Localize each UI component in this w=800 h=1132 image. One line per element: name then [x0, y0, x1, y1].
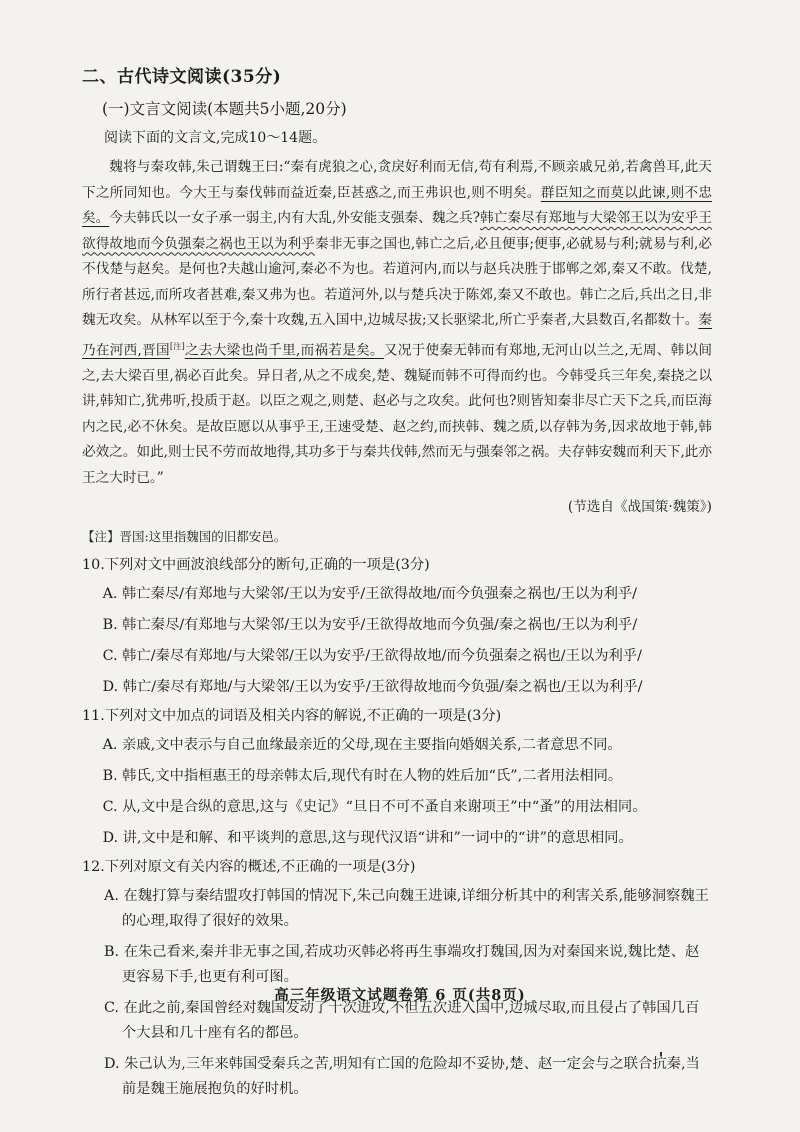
passage-source: (节选自《战国策·魏策》)	[567, 499, 712, 516]
option-d: D. 讲,文中是和解、和平谈判的意思,这与现代汉语“讲和”一词中的“讲”的意思相同。	[102, 830, 633, 847]
option-a: A. 韩亡秦尽/有郑地与大梁邻/王以为安乎/王欲得故地/而今负强秦之祸也/王以为利乎/	[102, 586, 637, 603]
option-d: D. 韩亡/秦尽有郑地/与大梁邻/王以为安乎/王欲得故地而今负强/秦之祸也/王以为利乎/	[102, 679, 643, 696]
passage-text: 秦非无事之国也,韩亡之后,必且便事;便事,必就易与利;就易与利,必不伐楚与赵矣。是何也?夫越山逾河,秦必不为也。若道河内,而以与赵兵决胜于邯郸之郊,秦又不敢。伐楚,所行者甚远,而所攻者甚难,秦又弗为也。若道河外,以与楚兵决于陈郊,秦又不敢也。韩亡之后,兵出之日,非魏无攻矣。从林军以至于今,秦十攻魏,五入国中,边城尽拔;又长驱梁北,所亡乎秦者,大县数百,名都数十。	[82, 235, 712, 328]
option-a: A. 在魏打算与秦结盟攻打韩国的情况下,朱己向魏王进谏,详细分析其中的利害关系,能够洞察魏王的心理,取得了很好的效果。	[104, 888, 709, 930]
sub-title: (一)文言文阅读(本题共5小题,20分)	[102, 100, 347, 118]
note-marker: [注]	[169, 341, 185, 351]
question-stem: 12.下列对原文有关内容的概述,不正确的一项是(3分)	[82, 859, 416, 876]
option-b: B. 韩氏,文中指桓惠王的母亲韩太后,现代有时在人物的姓后加“氏”,二者用法相同。	[102, 768, 623, 785]
passage-text: 今夫韩氏以一女子承一弱主,内有大乱,外安能支强秦、魏之兵?	[109, 210, 481, 226]
question-stem: 10.下列对文中画波浪线部分的断句,正确的一项是(3分)	[82, 557, 430, 574]
page-footer: 高三年级语文试题卷第 6 页(共8页)	[274, 987, 526, 1004]
option-a: A. 亲戚,文中表示与自己血缘最亲近的父母,现在主要指向婚姻关系,二者意思不同。	[102, 737, 622, 754]
option-b: B. 在朱己看来,秦并非无事之国,若成功灭韩必将再生事端攻打魏国,因为对秦国来说,魏比楚、赵更容易下手,也更有利可图。	[104, 944, 700, 986]
option-c: C. 从,文中是合纵的意思,这与《史记》“旦日不可不蚤自来谢项王”中“蚤”的用法相同。	[102, 799, 647, 816]
option-b: B. 韩亡秦尽/有郑地与大梁邻/王以为安乎/王欲得故地而今负强/秦之祸也/王以为利乎/	[102, 617, 638, 634]
passage-underlined-sentence: 之去大梁也尚千里,而祸若是矣。	[184, 342, 384, 359]
option-c: C. 韩亡/秦尽有郑地/与大梁邻/王以为安乎/王欲得故地/而今负强秦之祸也/王以为利乎/	[102, 648, 642, 665]
passage-text: 又况于使秦无韩而有郑地,无河山以兰之,无周、韩以间之,去大梁百里,祸必百此矣。异日者,从之不成矣,楚、魏疑而韩不可得而约也。今韩受兵三年矣,秦挠之以讲,韩知亡,犹弗听,投质于赵。以臣之观之,则楚、赵必与之攻矣。此何也?则皆知秦非尽亡天下之兵,而臣海内之民,必不休矣。是故臣愿以从事乎王,王速受楚、赵之约,而挟韩、魏之质,以存韩为务,因求故地于韩,韩必效之。如此,则士民不劳而故地得,其功多于与秦共伐韩,然而无与强秦邻之祸。夫存韩安魏而利天下,此亦王之大时已。”	[82, 342, 712, 486]
passage-wavy-underline: 韩亡秦尽有郑地与大梁邻王以为安乎王欲得故地而今负强秦之祸也王以为利乎	[82, 210, 713, 252]
question-stem: 11.下列对文中加点的词语及相关内容的解说,不正确的一项是(3分)	[82, 708, 502, 725]
instruction: 阅读下面的文言文,完成10～14题。	[104, 130, 327, 146]
exam-page	[82, 62, 712, 1108]
passage-underlined-sentence: 群臣知之而莫以此谏,则不忠矣。	[82, 184, 712, 226]
option-d: D. 朱己认为,三年来韩国受秦兵之苦,明知有亡国的危险却不妥协,楚、赵一定会与之联合抗秦,当前是魏王施展抱负的好时机。	[104, 1056, 700, 1098]
passage-text: 魏将与秦攻韩,朱己谓魏王曰:“秦有虎狼之心,贪戾好利而无信,苟有利焉,不顾亲戚兄弟,若禽兽耳,此天下之所同知也。今大王与秦伐韩而益近秦,臣甚惑之,而王弗识也,则不明矣。	[82, 159, 712, 201]
option-c: C. 在此之前,秦国曾经对魏国发动了十次进攻,不但五次进入国中,边城尽取,而且侵占了韩国几百个大县和几十座有名的都邑。	[104, 1000, 700, 1042]
footnote: 【注】晋国:这里指魏国的旧都安邑。	[82, 529, 287, 545]
scan-speck	[660, 1052, 662, 1056]
question-10	[82, 555, 712, 700]
section-title: 二、古代诗文阅读(35分)	[82, 67, 282, 87]
question-11	[82, 706, 712, 851]
question-12	[82, 857, 712, 1102]
classical-passage	[82, 155, 712, 491]
passage-underlined-sentence: 秦乃在河西,晋国	[82, 312, 712, 359]
